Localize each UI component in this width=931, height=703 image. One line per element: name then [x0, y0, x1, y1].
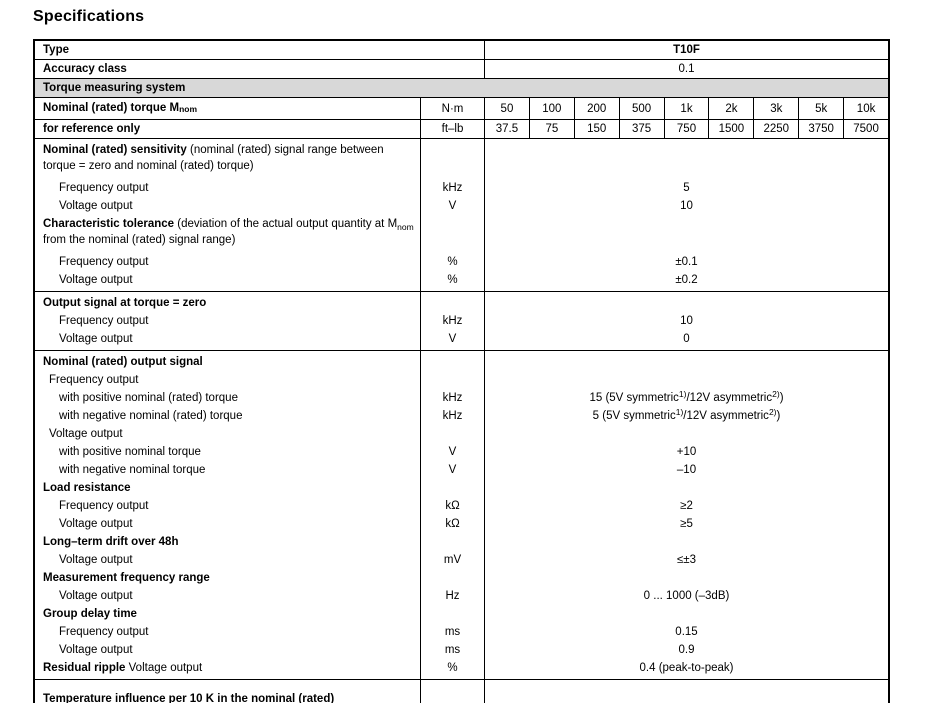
value-grid-cell: 375	[619, 120, 664, 138]
label-line	[35, 682, 420, 703]
text-segment: Load resistance	[43, 482, 131, 494]
unit-line	[421, 371, 484, 389]
text-segment: )	[779, 392, 784, 404]
text-segment: 0.9	[678, 644, 695, 656]
value-grid-cell: 200	[574, 98, 619, 119]
value-grid-cell: 7500	[843, 120, 888, 138]
unit-line: kHz	[442, 315, 463, 327]
unit-column	[420, 680, 484, 703]
table-row	[35, 120, 888, 139]
unit-line: kHz	[442, 410, 463, 422]
value-line	[485, 312, 888, 330]
label-column	[35, 351, 420, 679]
block-row	[35, 680, 888, 703]
text-segment: (nominal (rated) signal range between torque = zero and nominal (rated) torque)	[43, 144, 384, 172]
text-segment: Voltage output	[59, 274, 133, 286]
text-segment: Voltage output	[59, 518, 133, 530]
value-grid-cell: 5k	[798, 98, 843, 119]
text-segment: Frequency output	[59, 626, 149, 638]
text-segment: with negative nominal (rated) torque	[59, 410, 243, 422]
text-segment: Voltage output	[59, 590, 133, 602]
unit-line: kΩ	[445, 518, 460, 530]
value-line	[485, 515, 888, 533]
value-line	[485, 425, 888, 443]
value-grid-cell: 100	[529, 98, 574, 119]
text-segment: Frequency output	[59, 182, 149, 194]
block-row	[35, 139, 888, 292]
unit-line	[421, 425, 484, 443]
text-segment: with positive nominal (rated) torque	[59, 392, 238, 404]
text-segment: Frequency output	[59, 500, 149, 512]
value-line	[485, 682, 888, 703]
unit-line: %	[447, 256, 458, 268]
value-cell	[484, 41, 888, 59]
unit-line: kHz	[442, 392, 463, 404]
text-segment: Temperature influence per 10 K in the nominal (rated)	[43, 693, 335, 703]
value-line	[485, 353, 888, 371]
label-cell	[35, 120, 420, 138]
text-segment: 5 (5V symmetric	[592, 410, 676, 422]
unit-line: Hz	[445, 590, 460, 602]
label-line	[35, 569, 420, 587]
value-line	[485, 197, 888, 215]
value-grid-cell: 500	[619, 98, 664, 119]
value-line	[485, 443, 888, 461]
unit-line: V	[448, 200, 457, 212]
unit-line	[421, 479, 484, 497]
value-grid-cell: 3k	[753, 98, 798, 119]
text-segment: Group delay time	[43, 608, 137, 620]
value-line	[485, 330, 888, 348]
label-line	[35, 389, 420, 407]
unit-line: kΩ	[445, 500, 460, 512]
unit-column	[420, 139, 484, 291]
specs-table	[33, 39, 890, 703]
text-segment: 1)	[675, 407, 684, 417]
label-line	[35, 605, 420, 623]
label-column	[35, 680, 420, 703]
text-segment: ±0.1	[675, 256, 698, 268]
label-line	[35, 425, 420, 443]
unit-line: V	[448, 333, 457, 345]
value-grid-cell: 75	[529, 120, 574, 138]
unit-line: ms	[444, 626, 461, 638]
value-grid-cell: 2250	[753, 120, 798, 138]
label-line	[35, 179, 420, 197]
table-row	[35, 41, 888, 60]
text-segment: Residual ripple	[43, 662, 126, 674]
table-row	[35, 60, 888, 79]
label-column	[35, 292, 420, 350]
label-cell	[35, 41, 484, 59]
text-segment: ≥2	[680, 500, 693, 512]
label-line	[35, 443, 420, 461]
value-line	[485, 389, 888, 407]
text-segment: –10	[676, 464, 697, 476]
text-segment: Frequency output	[49, 374, 139, 386]
value-line	[485, 253, 888, 271]
text-segment: from the nominal (rated) signal range)	[43, 233, 236, 246]
text-segment: Accuracy class	[43, 62, 127, 75]
text-segment: 0	[683, 333, 690, 345]
value-column	[484, 680, 888, 703]
unit-line	[421, 533, 484, 551]
text-segment: Type	[43, 43, 69, 56]
value-line	[485, 461, 888, 479]
label-line	[35, 515, 420, 533]
value-column	[484, 351, 888, 679]
label-line	[35, 141, 420, 179]
text-segment: Voltage output	[59, 200, 133, 212]
text-segment: Nominal (rated) output signal	[43, 356, 203, 368]
text-segment: Voltage output	[125, 662, 203, 674]
section-row	[35, 79, 888, 98]
text-segment: 2)	[768, 407, 777, 417]
text-segment: nom	[397, 222, 414, 232]
value-line	[485, 623, 888, 641]
text-segment: ≤±3	[676, 554, 697, 566]
text-segment: 0.15	[675, 626, 698, 638]
text-segment: 0.1	[678, 62, 695, 75]
unit-column	[420, 292, 484, 350]
document-page	[33, 8, 890, 703]
value-line	[485, 569, 888, 587]
value-line	[485, 533, 888, 551]
label-line	[35, 312, 420, 330]
unit-line	[421, 353, 484, 371]
label-line	[35, 197, 420, 215]
text-segment: Torque measuring system	[43, 81, 186, 94]
label-line	[35, 271, 420, 289]
page-title: Specifications	[33, 8, 145, 25]
text-segment: Nominal (rated) sensitivity	[43, 144, 187, 156]
label-cell	[35, 60, 484, 78]
block-row	[35, 351, 888, 680]
unit-line: mV	[443, 554, 462, 566]
text-segment: Voltage output	[59, 333, 133, 345]
unit-line	[421, 294, 484, 312]
unit-cell: N·m	[420, 98, 484, 119]
text-segment: Long–term drift over 48h	[43, 536, 179, 548]
value-grid-cell: 150	[574, 120, 619, 138]
value-line	[485, 641, 888, 659]
table-row	[35, 98, 888, 120]
text-segment: Voltage output	[59, 644, 133, 656]
block-row	[35, 292, 888, 351]
label-line	[35, 551, 420, 569]
value-line	[485, 271, 888, 289]
text-segment: ±0.2	[675, 274, 698, 286]
value-line	[485, 407, 888, 425]
text-segment: )	[776, 410, 781, 422]
label-line	[35, 497, 420, 515]
value-line	[485, 215, 888, 253]
unit-line: V	[448, 464, 457, 476]
value-column	[484, 292, 888, 350]
text-segment: Voltage output	[49, 428, 123, 440]
value-grid-cell: 750	[664, 120, 709, 138]
label-line	[35, 623, 420, 641]
label-line	[35, 294, 420, 312]
text-segment: Measurement frequency range	[43, 572, 210, 584]
text-segment: Voltage output	[59, 554, 133, 566]
label-line	[35, 479, 420, 497]
text-segment: 15 (5V symmetric	[589, 392, 679, 404]
text-segment: Frequency output	[59, 315, 149, 327]
value-line	[485, 479, 888, 497]
unit-line: kHz	[442, 182, 463, 194]
unit-cell: ft–lb	[420, 120, 484, 138]
text-segment: 5	[683, 182, 690, 194]
text-segment: 1)	[678, 389, 687, 399]
text-segment: 0.4 (peak-to-peak)	[639, 662, 734, 674]
value-line	[485, 294, 888, 312]
value-grid-cell: 1k	[664, 98, 709, 119]
value-grid-cell: 10k	[843, 98, 888, 119]
label-line	[35, 641, 420, 659]
text-segment: 2)	[772, 389, 780, 399]
text-segment: Output signal at torque = zero	[43, 297, 207, 309]
value-line	[485, 179, 888, 197]
label-line	[35, 461, 420, 479]
label-line	[35, 659, 420, 677]
unit-line: %	[447, 662, 458, 674]
value-column	[484, 139, 888, 291]
label-column	[35, 139, 420, 291]
text-segment: Frequency output	[59, 256, 149, 268]
value-line	[485, 587, 888, 605]
text-segment: Characteristic tolerance	[43, 218, 175, 230]
unit-line	[421, 682, 484, 703]
unit-line: ms	[444, 644, 461, 656]
value-line	[485, 371, 888, 389]
text-segment: ≥5	[680, 518, 693, 530]
text-segment: /12V asymmetric	[683, 410, 769, 422]
value-grid-cell: 50	[484, 98, 529, 119]
unit-line	[421, 605, 484, 623]
unit-line	[421, 215, 484, 253]
unit-line: %	[447, 274, 458, 286]
label-line	[35, 533, 420, 551]
value-grid-cell: 3750	[798, 120, 843, 138]
value-line	[485, 659, 888, 677]
value-grid-cell: 37.5	[484, 120, 529, 138]
text-segment: +10	[676, 446, 697, 458]
text-segment: Nominal (rated) torque M	[43, 102, 180, 114]
text-segment: T10F	[673, 43, 700, 56]
label-line	[35, 407, 420, 425]
text-segment: 10	[680, 315, 693, 327]
unit-column	[420, 351, 484, 679]
text-segment: 10	[680, 200, 693, 212]
text-segment: with positive nominal torque	[59, 446, 201, 458]
value-cell	[484, 60, 888, 78]
text-segment: 0 ... 1000 (–3dB)	[643, 590, 730, 602]
value-grid-cell: 2k	[708, 98, 753, 119]
unit-line: V	[448, 446, 457, 458]
label-line	[35, 353, 420, 371]
unit-line	[421, 141, 484, 179]
text-segment: /12V asymmetric	[686, 392, 773, 404]
label-line	[35, 253, 420, 271]
value-line	[485, 141, 888, 179]
value-line	[485, 551, 888, 569]
text-segment: with negative nominal torque	[59, 464, 206, 476]
text-segment: (deviation of the actual output quantity at M	[174, 218, 398, 230]
label-line	[35, 371, 420, 389]
section-label	[35, 79, 888, 97]
label-cell: Nominal (rated) torque M nom	[43, 102, 198, 114]
unit-line	[421, 569, 484, 587]
label-line	[35, 330, 420, 348]
value-line	[485, 497, 888, 515]
text-segment: for reference only	[43, 122, 141, 135]
label-line	[35, 587, 420, 605]
label-line	[35, 215, 420, 253]
value-grid-cell: 1500	[708, 120, 753, 138]
value-line	[485, 605, 888, 623]
